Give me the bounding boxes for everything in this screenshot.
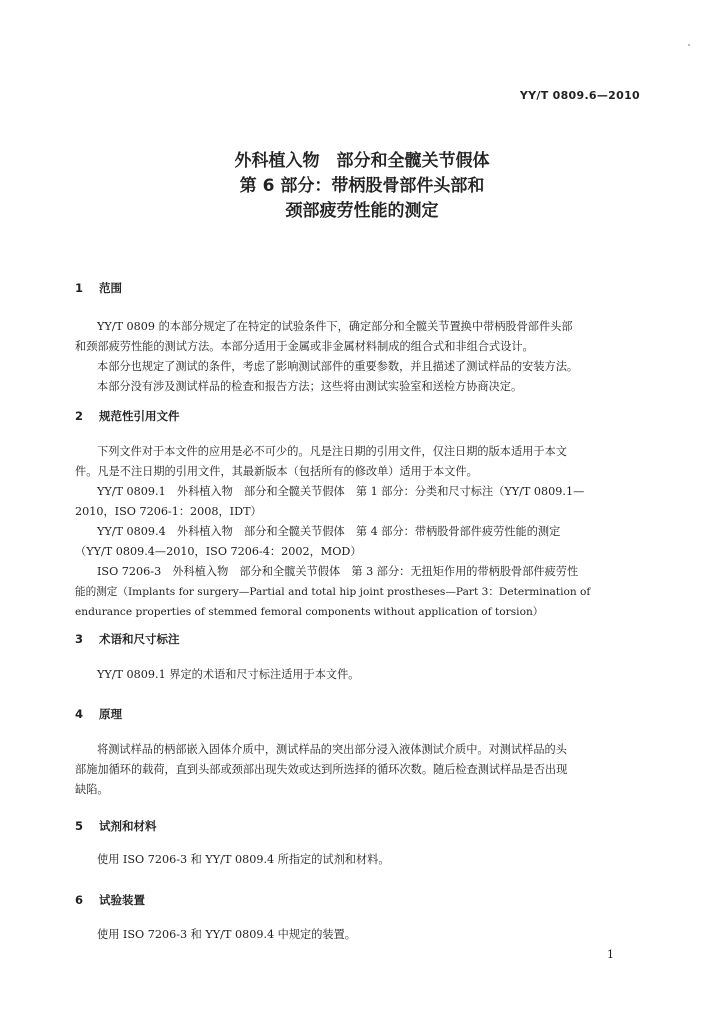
section-number: 4	[75, 707, 84, 721]
section-title: 试剂和材料	[99, 819, 157, 833]
text-line: 下列文件对于本文件的应用是必不可少的。凡是注日期的引用文件，仅注日期的版本适用于本文	[97, 445, 567, 458]
text-line: 使用 ISO 7206-3 和 YY/T 0809.4 所指定的试剂和材料。	[97, 853, 390, 866]
page-number: 1	[607, 948, 614, 961]
text-line: 使用 ISO 7206-3 和 YY/T 0809.4 中规定的装置。	[97, 928, 356, 941]
standard-code: YY/T 0809.6—2010	[519, 89, 640, 102]
section-number: 1	[75, 281, 84, 295]
text-line: 部施加循环的载荷，直到头部或颈部出现失效或达到所选择的循环次数。随后检查测试样品是否出现	[75, 763, 568, 776]
section-6-heading	[75, 892, 145, 908]
section-number: 3	[75, 632, 84, 646]
reference-line: 2010，ISO 7206-1：2008，IDT）	[75, 505, 262, 518]
title-line-2: 第 6 部分：带柄股骨部件头部和	[239, 176, 485, 196]
section-title: 范围	[99, 281, 123, 295]
reference-line: YY/T 0809.1 外科植入物 部分和全髋关节假体 第 1 部分：分类和尺寸标注（YY/T 0809.1—	[97, 485, 585, 498]
reference-line: endurance properties of stemmed femoral components without application of torsion）	[75, 606, 544, 618]
section-5-body	[75, 850, 645, 870]
text-line: 和颈部疲劳性能的测试方法。本部分适用于金属或非金属材料制成的组合式和非组合式设计。	[75, 340, 534, 353]
section-5-heading	[75, 818, 157, 834]
section-4-heading	[75, 706, 122, 722]
text-line: 缺陷。	[75, 783, 109, 796]
text-line: 本部分也规定了测试的条件，考虑了影响测试部件的重要参数，并且描述了测试样品的安装方法。	[97, 360, 579, 373]
text-line: 将测试样品的柄部嵌入固体介质中，测试样品的突出部分浸入液体测试介质中。对测试样品的头	[97, 743, 567, 756]
reference-line: ISO 7206-3 外科植入物 部分和全髋关节假体 第 3 部分：无扭矩作用的带柄股骨部件疲劳性	[97, 565, 579, 578]
section-title: 规范性引用文件	[99, 409, 180, 423]
title-line-3: 颈部疲劳性能的测定	[285, 201, 439, 221]
section-number: 6	[75, 893, 84, 907]
scan-speck	[688, 44, 690, 46]
text-line: 本部分没有涉及测试样品的检查和报告方法；这些将由测试实验室和送检方协商决定。	[97, 380, 523, 393]
reference-line: （YY/T 0809.4—2010，ISO 7206-4：2002，MOD）	[75, 545, 362, 558]
text-line: YY/T 0809 的本部分规定了在特定的试验条件下，确定部分和全髋关节置换中带柄股骨部件头部	[97, 320, 573, 333]
section-2-heading	[75, 408, 180, 424]
title-line-1: 外科植入物 部分和全髋关节假体	[234, 151, 490, 171]
text-line: YY/T 0809.1 界定的术语和尺寸标注适用于本文件。	[97, 668, 360, 681]
section-number: 5	[75, 819, 84, 833]
section-6-body	[75, 925, 645, 945]
reference-line: YY/T 0809.4 外科植入物 部分和全髋关节假体 第 4 部分：带柄股骨部件疲劳性能的测定	[97, 525, 561, 538]
section-2-body	[75, 442, 645, 622]
section-title: 试验装置	[99, 893, 146, 907]
section-1-heading	[75, 280, 122, 296]
section-title: 术语和尺寸标注	[99, 632, 180, 646]
section-3-heading	[75, 631, 180, 647]
text-line: 件。凡是不注日期的引用文件，其最新版本（包括所有的修改单）适用于本文件。	[75, 465, 478, 478]
section-number: 2	[75, 409, 84, 423]
section-1-body	[75, 317, 645, 397]
reference-line: 能的测定（Implants for surgery—Partial and total hip joint prostheses—Part 3：Determination of	[75, 586, 591, 598]
section-3-body	[75, 665, 645, 685]
section-4-body	[75, 740, 645, 800]
section-title: 原理	[99, 707, 123, 721]
